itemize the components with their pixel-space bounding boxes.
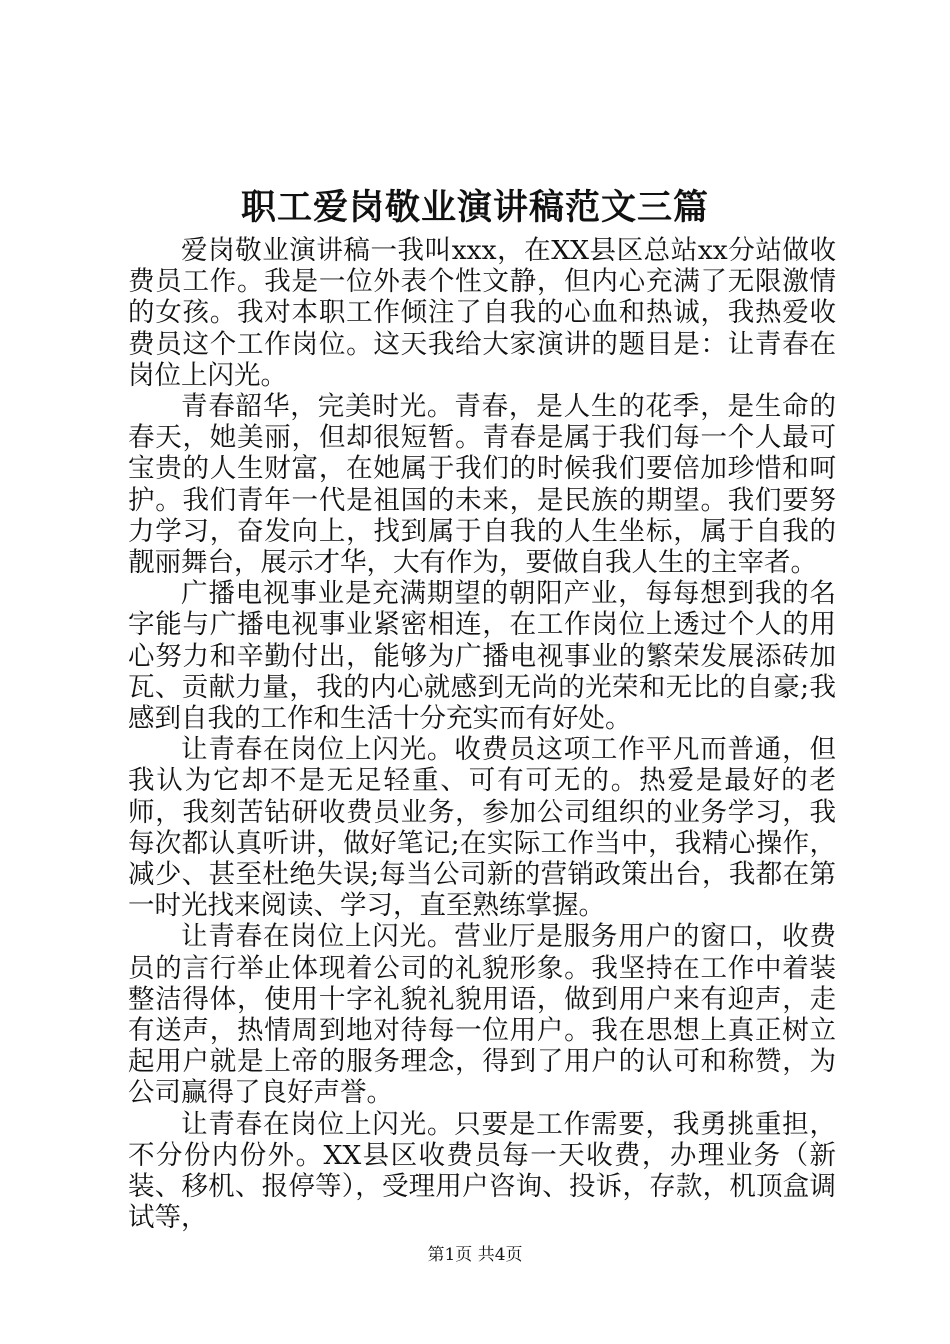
paragraph-4: 让青春在岗位上闪光。收费员这项工作平凡而普通，但我认为它却不是无足轻重、可有可无的。热爱是最好的老师，我刻苦钻研收费员业务，参加公司组织的业务学习，我每次都认真听讲，做好笔记;在实际工作当中，我精心操作，减少、甚至杜绝失误;每当公司新的营销政策出台，我都在第一时光找来阅读、学习，直至熟练掌握。: [128, 734, 836, 922]
paragraph-2: 青春韶华，完美时光。青春，是人生的花季，是生命的春天，她美丽，但却很短暂。青春是属于我们每一个人最可宝贵的人生财富，在她属于我们的时候我们要倍加珍惜和呵护。我们青年一代是祖国的未来，是民族的期望。我们要努力学习，奋发向上，找到属于自我的人生坐标，属于自我的靓丽舞台，展示才华，大有作为，要做自我人生的主宰者。: [128, 391, 836, 579]
paragraph-6: 让青春在岗位上闪光。只要是工作需要，我勇挑重担，不分份内份外。XX县区收费员每一天收费，办理业务（新装、移机、报停等），受理用户咨询、投诉，存款，机顶盒调试等，: [128, 1108, 836, 1234]
paragraph-1: 爱岗敬业演讲稿一我叫xxx，在XX县区总站xx分站做收费员工作。我是一位外表个性文静，但内心充满了无限激情的女孩。我对本职工作倾注了自我的心血和热诚，我热爱收费员这个工作岗位。这天我给大家演讲的题目是：让青春在岗位上闪光。: [128, 235, 836, 391]
paragraph-3: 广播电视事业是充满期望的朝阳产业，每每想到我的名字能与广播电视事业紧密相连，在工作岗位上透过个人的用心努力和辛勤付出，能够为广播电视事业的繁荣发展添砖加瓦、贡献力量，我的内心就感到无尚的光荣和无比的自豪;我感到自我的工作和生活十分充实而有好处。: [128, 578, 836, 735]
document-body: [128, 235, 836, 1234]
document-title: 职工爱岗敬业演讲稿范文三篇: [240, 187, 709, 228]
paragraph-5: 让青春在岗位上闪光。营业厅是服务用户的窗口，收费员的言行举止体现着公司的礼貌形象。我坚持在工作中着装整洁得体，使用十字礼貌礼貌用语，做到用户来有迎声，走有送声，热情周到地对待每一位用户。我在思想上真正树立起用户就是上帝的服务理念，得到了用户的认可和称赞，为公司赢得了良好声誉。: [128, 921, 836, 1109]
page-number-footer: 第1页 共4页: [427, 1245, 523, 1265]
